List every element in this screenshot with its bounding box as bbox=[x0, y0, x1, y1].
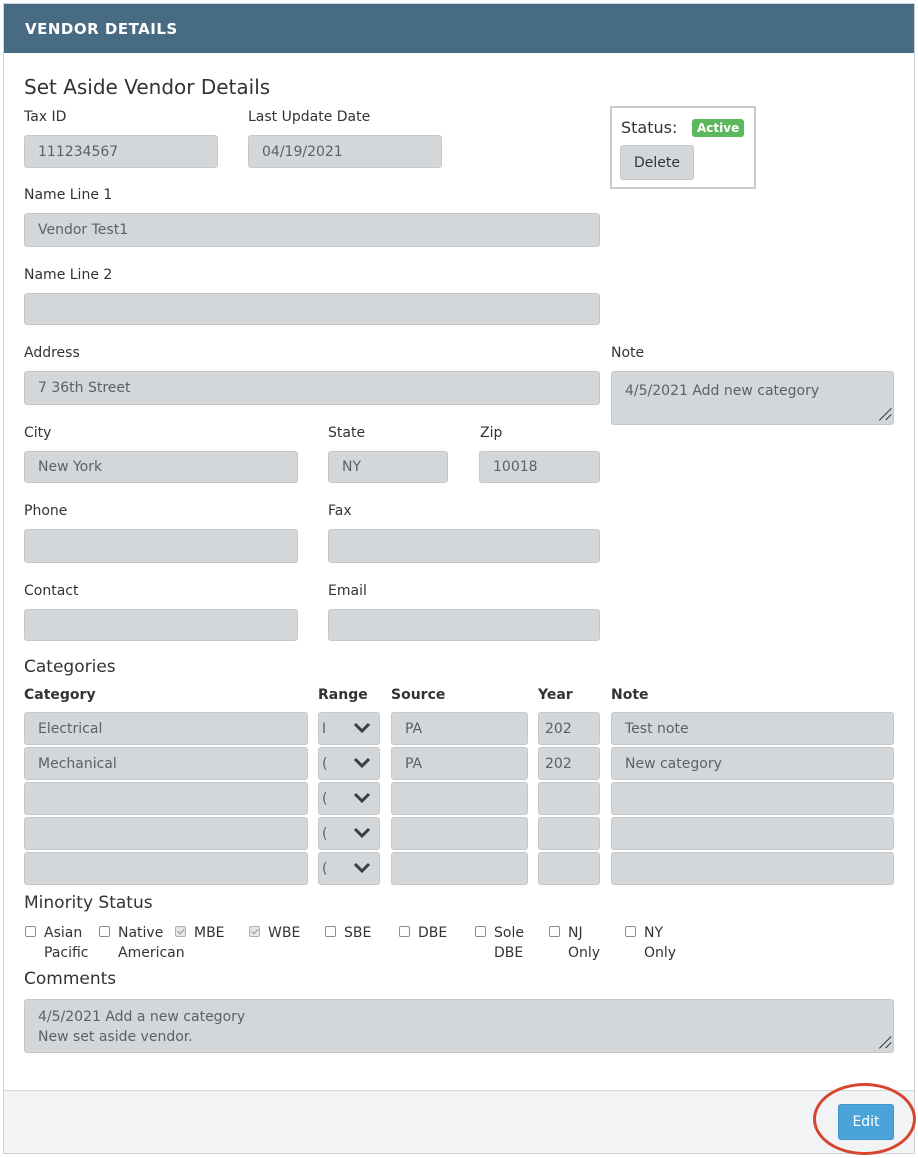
minority-label-line2: Pacific bbox=[44, 945, 89, 961]
category-input[interactable] bbox=[24, 817, 308, 850]
minority-label-line1: SBE bbox=[344, 925, 372, 941]
category-note-input[interactable]: New category bbox=[611, 747, 894, 780]
note-text: 4/5/2021 Add new category bbox=[625, 383, 820, 399]
resize-handle-icon[interactable] bbox=[877, 1036, 891, 1050]
minority-checkbox[interactable] bbox=[325, 926, 336, 937]
minority-checkbox-label[interactable] bbox=[644, 923, 676, 963]
range-select[interactable] bbox=[318, 712, 380, 745]
minority-label-line1: DBE bbox=[418, 925, 448, 941]
minority-label-line1: WBE bbox=[268, 925, 301, 941]
phone-field[interactable] bbox=[24, 529, 298, 563]
name-line-2-label: Name Line 2 bbox=[24, 267, 113, 283]
city-label: City bbox=[24, 425, 52, 441]
chevron-down-icon bbox=[353, 791, 371, 805]
category-input[interactable] bbox=[24, 782, 308, 815]
year-input[interactable] bbox=[538, 817, 600, 850]
contact-label: Contact bbox=[24, 583, 79, 599]
note-label: Note bbox=[611, 345, 645, 361]
email-field[interactable] bbox=[328, 609, 600, 641]
note-textarea[interactable] bbox=[611, 371, 894, 425]
comments-title: Comments bbox=[24, 969, 117, 989]
minority-checkbox[interactable] bbox=[99, 926, 110, 937]
range-value: ( bbox=[322, 826, 328, 842]
note-header: Note bbox=[611, 687, 649, 703]
minority-checkbox[interactable] bbox=[625, 926, 636, 937]
minority-checkbox-label[interactable] bbox=[568, 923, 600, 963]
range-value: I bbox=[322, 721, 327, 737]
categories-title: Categories bbox=[24, 657, 116, 677]
minority-checkbox[interactable] bbox=[475, 926, 486, 937]
comments-text: 4/5/2021 Add a new category New set aside vendor. bbox=[38, 1009, 246, 1045]
minority-label-line1: NY bbox=[644, 925, 664, 941]
category-note-input[interactable] bbox=[611, 817, 894, 850]
source-input[interactable]: PA bbox=[391, 712, 528, 745]
range-select[interactable] bbox=[318, 747, 380, 780]
range-select[interactable] bbox=[318, 852, 380, 885]
fax-label: Fax bbox=[328, 503, 352, 519]
year-input[interactable]: 202 bbox=[538, 712, 600, 745]
edit-highlight-circle bbox=[813, 1083, 916, 1155]
address-label: Address bbox=[24, 345, 80, 361]
panel-title: VENDOR DETAILS bbox=[25, 20, 178, 38]
category-header: Category bbox=[24, 687, 96, 703]
minority-label-line1: Asian bbox=[44, 925, 83, 941]
minority-checkbox[interactable] bbox=[399, 926, 410, 937]
source-input[interactable] bbox=[391, 782, 528, 815]
chevron-down-icon bbox=[353, 861, 371, 875]
email-label: Email bbox=[328, 583, 367, 599]
source-input[interactable] bbox=[391, 852, 528, 885]
phone-label: Phone bbox=[24, 503, 68, 519]
minority-checkbox[interactable] bbox=[175, 926, 186, 937]
minority-checkbox-label[interactable] bbox=[418, 923, 447, 943]
range-header: Range bbox=[318, 687, 368, 703]
delete-button[interactable]: Delete bbox=[620, 145, 694, 180]
last-update-field[interactable]: 04/19/2021 bbox=[248, 135, 442, 168]
minority-label-line2: Only bbox=[568, 945, 601, 961]
minority-checkbox-label[interactable] bbox=[194, 923, 225, 943]
last-update-label: Last Update Date bbox=[248, 109, 371, 125]
tax-id-field[interactable]: 111234567 bbox=[24, 135, 218, 168]
vendor-details-panel bbox=[3, 3, 915, 1154]
panel-footer bbox=[4, 1090, 914, 1153]
category-note-input[interactable] bbox=[611, 782, 894, 815]
minority-label-line1: MBE bbox=[194, 925, 225, 941]
year-input[interactable] bbox=[538, 852, 600, 885]
category-note-input[interactable]: Test note bbox=[611, 712, 894, 745]
category-note-input[interactable] bbox=[611, 852, 894, 885]
category-input[interactable]: Electrical bbox=[24, 712, 308, 745]
source-header: Source bbox=[391, 687, 446, 703]
minority-checkbox-label[interactable] bbox=[494, 923, 524, 963]
minority-checkbox-label[interactable] bbox=[268, 923, 300, 943]
contact-field[interactable] bbox=[24, 609, 298, 641]
range-value: ( bbox=[322, 861, 328, 877]
minority-checkbox-label[interactable] bbox=[344, 923, 371, 943]
status-label: Status: bbox=[621, 118, 678, 137]
address-field[interactable]: 7 36th Street bbox=[24, 371, 600, 405]
section-title: Set Aside Vendor Details bbox=[24, 75, 271, 99]
year-input[interactable]: 202 bbox=[538, 747, 600, 780]
zip-field[interactable]: 10018 bbox=[479, 451, 600, 483]
name-line-1-label: Name Line 1 bbox=[24, 187, 113, 203]
category-input[interactable]: Mechanical bbox=[24, 747, 308, 780]
minority-label-line1: NJ bbox=[568, 925, 583, 941]
edit-button[interactable]: Edit bbox=[838, 1104, 894, 1140]
name-line-1-field[interactable]: Vendor Test1 bbox=[24, 213, 600, 247]
chevron-down-icon bbox=[353, 826, 371, 840]
source-input[interactable]: PA bbox=[391, 747, 528, 780]
chevron-down-icon bbox=[353, 756, 371, 770]
panel-header bbox=[4, 4, 914, 53]
comments-textarea[interactable] bbox=[24, 999, 894, 1053]
fax-field[interactable] bbox=[328, 529, 600, 563]
status-badge: Active bbox=[692, 119, 744, 137]
minority-label-line2: American bbox=[118, 945, 185, 961]
zip-label: Zip bbox=[480, 425, 503, 441]
minority-label-line1: Native bbox=[118, 925, 164, 941]
year-header: Year bbox=[538, 687, 573, 703]
minority-checkbox[interactable] bbox=[549, 926, 560, 937]
resize-handle-icon[interactable] bbox=[877, 408, 891, 422]
range-select[interactable] bbox=[318, 817, 380, 850]
range-value: ( bbox=[322, 791, 328, 807]
state-label: State bbox=[328, 425, 366, 441]
status-box bbox=[610, 106, 756, 189]
tax-id-label: Tax ID bbox=[24, 109, 67, 125]
state-field[interactable]: NY bbox=[328, 451, 448, 483]
minority-checkbox[interactable] bbox=[25, 926, 36, 937]
category-input[interactable] bbox=[24, 852, 308, 885]
range-value: ( bbox=[322, 756, 328, 772]
minority-checkbox-label[interactable] bbox=[44, 923, 89, 963]
name-line-2-field[interactable] bbox=[24, 293, 600, 325]
minority-status-title: Minority Status bbox=[24, 893, 153, 913]
source-input[interactable] bbox=[391, 817, 528, 850]
chevron-down-icon bbox=[353, 721, 371, 735]
minority-label-line2: Only bbox=[644, 945, 677, 961]
minority-label-line1: Sole bbox=[494, 925, 524, 941]
range-select[interactable] bbox=[318, 782, 380, 815]
minority-label-line2: DBE bbox=[494, 945, 524, 961]
minority-checkbox[interactable] bbox=[249, 926, 260, 937]
city-field[interactable]: New York bbox=[24, 451, 298, 483]
year-input[interactable] bbox=[538, 782, 600, 815]
